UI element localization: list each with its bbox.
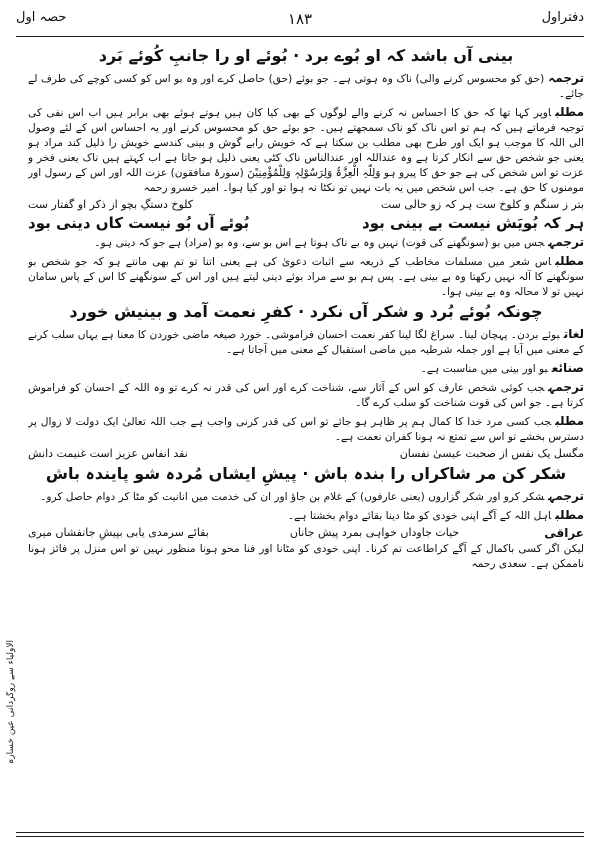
- section-label: مطلب: [555, 507, 584, 522]
- section-label: ترجمہ: [548, 71, 584, 85]
- section-label: مطلب: [555, 414, 584, 429]
- hemistich-left: بُوئے آں بُو نیست کاں دینی بود: [28, 213, 250, 232]
- commentary-paragraph: [28, 326, 584, 358]
- section-label: ترجمہ: [548, 235, 584, 250]
- verse-couplet: [28, 214, 584, 234]
- commentary-paragraph: [28, 253, 584, 300]
- book-title: دفتراول: [541, 10, 584, 25]
- commentary-paragraph: [28, 542, 584, 572]
- commentary-paragraph: [28, 360, 584, 377]
- commentary-paragraph: [28, 234, 584, 251]
- verse-couplet: [28, 526, 584, 542]
- commentary-paragraph: [28, 488, 584, 505]
- verse-attribution: عراقی: [544, 525, 584, 540]
- hemistich-right: ہر کہ بُویَش نیست بے بینی بود: [362, 213, 584, 232]
- commentary-paragraph: [28, 413, 584, 445]
- verse-couplet: [28, 447, 584, 461]
- paragraph-text: بو اور بینی میں مناسبت ہے۔: [420, 363, 548, 376]
- hemistich-right: حیات جاوداں خواہی بمرد پیش جاناں: [289, 525, 460, 539]
- verse-line: چونکہ بُوئے بُرد و شکر آں نکرد · کفرِ نعمت آمد و بینیش خورد: [69, 302, 543, 322]
- page-body: [28, 44, 584, 828]
- hemistich-left: نقد انفاس عزیز است غنیمت دانش: [28, 447, 188, 461]
- section-label: مطلب: [555, 254, 584, 269]
- paragraph-text: لیکن اگر کسی باکمال کے آگے کراطاعت تم کرنا۔ اپنی خودی کو مٹانا اور فنا محو ہونا منظور نہیں تو اس منزل پر فائز ہونا ناممکن ہے۔ سعدی رحمہ: [28, 543, 584, 571]
- section-label: ترجمہ: [548, 380, 584, 395]
- running-head: [16, 10, 584, 32]
- section-label: صنائع: [551, 361, 584, 376]
- footer-rule: [16, 832, 584, 833]
- header-rule: [16, 36, 584, 37]
- paragraph-text: جب کوئی شخص عارف کو اس کے آثار سے، شناخت کرے اور اس کی قدر نہ کرے تو وہ اللہ کے احسان کو فراموش کرتا ہے۔ جو اس کی قوت شناخت کو سلب کرے گا۔: [28, 382, 584, 410]
- paragraph-text: اہل اللہ کے آگے اپنی خودی کو مٹا دینا بقائے دوام بخشتا ہے۔: [287, 509, 552, 522]
- paragraph-text: (حق کو محسوس کرنے والی) ناک وہ ہوتی ہے۔ جو بوئے (حق) حاصل کرے اور وہ بو اس کو کسی کوچے کی طرف لے جائے۔: [28, 73, 584, 101]
- footer-rule-double: [16, 836, 584, 837]
- section-label: لغات: [563, 327, 584, 342]
- paragraph-text: اوپر کہا تھا کہ حق کا احساس نہ کرنے والے لوگوں کے بھی کیا کان ہیں ہوتے ہوئے بھی برابر ہیں اب اس نفی کی توجیہ فرماتے ہیں کہ ہم تو اس ناک کو ناک سمجھتے ہیں۔ جو بوئے حق کو محسوس کرنے اور یہ احساس اس کے لئے وصول الی اللہ کا موجب ہو ایک اور طرح بھی مطلب بن سکتا ہے کہ خویش رابے گوش و بینی کندسے خویش را ذلیل کند مراد ہو یعنی جو شخص حق سے انکار کرتا ہے وہ عنداللہ اور عندالناس ناک کٹی یعنی ذلیل ہو جاتا ہے اب کہتے ہیں ناک یعنی فخر و عزت تو اس شخص کی ہے جو حق کا پیرو ہو وَلِلّٰہِ الْعِزَّۃُ وَلِرَسُوْلِہٖ وَلِلْمُؤْمِنِیْنَ (سورۂ منافقون) عزت اللہ اور اس کے رسول اور مومنوں کا حق ہے۔ جب اس شخص میں یہ بات نہیں تو نکٹا نہ ہوا تو اور کیا ہوا۔ امیر خسرو رحمہ: [28, 107, 584, 195]
- paragraph-text: بوئے بردن۔ پہچان لینا۔ سراغ لگا لینا کفر نعمت احسان فراموشی۔ خورد صیغہ ماضی خوردن کا معنا ہے یہاں سلب کرنے کے معنی میں آیا ہے اور جملہ شرطیہ میں ماضی استقبال کے معنی میں آجاتا ہے۔: [28, 329, 584, 357]
- commentary-paragraph: [28, 70, 584, 102]
- commentary-paragraph: [28, 104, 584, 196]
- hemistich-left: بقائے سرمدی یابی بپیشِ جانفشاں میری: [28, 525, 209, 539]
- verse-couplet: [28, 198, 584, 212]
- section-label: مطلب: [555, 105, 584, 120]
- verse-line: شکر کن مر شاکراں را بندہ باش · پیشِ ایشاں مُردہ شو پایندہ باش: [45, 463, 567, 483]
- section-label: ترجمہ: [548, 488, 584, 503]
- paragraph-text: جب کسی مرد خدا کا کمال ہم پر ظاہر ہو جائے تو اس کی قدر کرنی واجب ہے جب اللہ تعالیٰ ایک دولت لا زوال پر دسترس بخشے تو اس سے تمتع نہ ہونا کفران نعمت ہے۔: [28, 416, 584, 444]
- verse-line: بینی آں باشد کہ او بُوے برد · بُوئے او را جانبِ کُوئے بَرد: [98, 46, 514, 65]
- paragraph-text: شکر کرو اور شکر گزاروں (یعنی عارفوں) کے غلام بن جاؤ اور ان کی خدمت میں انانیت کو مٹا کر دوام حاصل کرو۔: [40, 490, 545, 503]
- commentary-paragraph: [28, 379, 584, 411]
- commentary-paragraph: [28, 507, 584, 524]
- paragraph-text: اس شعر میں مسلمات مخاطب کے ذریعہ سے اثبات دعویٰ کی ہے یعنی اتنا تو تم بھی مانتے ہو کہ جو شخص بو سونگھنے کا آلہ نہیں رکھتا وہ بے بینی ہے۔ پس ہم بو سے مراد بوئے دینی لیتے ہیں اور اس کے سونگھنے کا اس کے پاس سامان نہیں تو لا محالہ وہ بے بینی ہوا۔: [28, 256, 584, 299]
- page-number: ۱۸۳: [287, 10, 313, 28]
- part-label: حصہ اول: [16, 10, 67, 25]
- hemistich-right: بتر ز سنگم و کلوخ ست ہر کہ زو حالی ست: [380, 198, 584, 212]
- margin-note: الاولیاء سے روگردانی عین خسارہ: [6, 640, 16, 765]
- paragraph-text: جس میں بو (سونگھنے کی قوت) نہیں وہ بے ناک ہوتا ہے اس بو سے، وہ بو (مراد) ہے جو کہ دینی ہو۔: [94, 237, 545, 250]
- hemistich-left: کلوخ دستگِ بچو از ذکر او گفتار ست: [28, 198, 194, 212]
- hemistich-right: مگسل یک نفس از صحبت عیسیٰ نفسان: [399, 447, 584, 461]
